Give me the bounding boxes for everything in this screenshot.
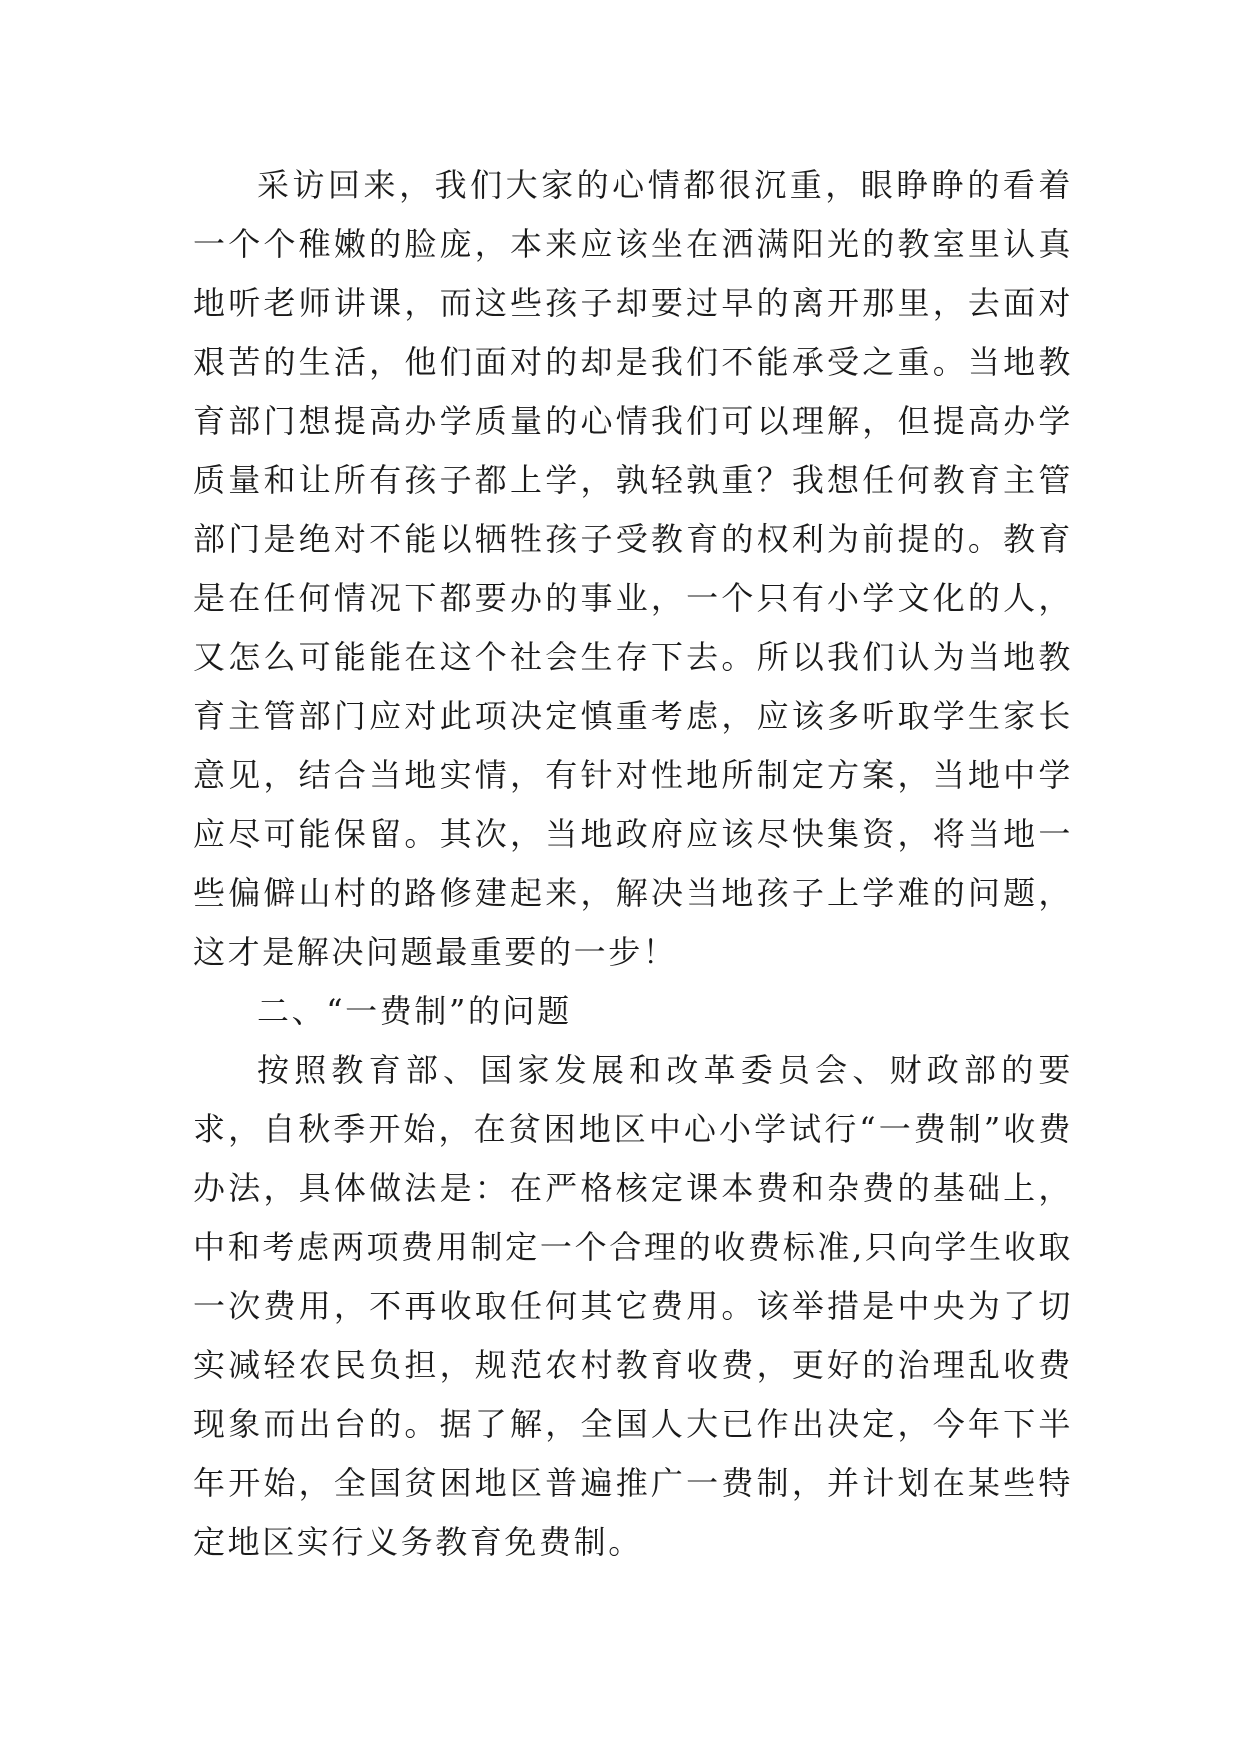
body-paragraph-1: 采访回来，我们大家的心情都很沉重，眼睁睁的看着一个个稚嫩的脸庞，本来应该坐在洒满阳光的教室里认真地听老师讲课，而这些孩子却要过早的离开那里，去面对艰苦的生活，他们面对的却是我们不能承受之重。当地教育部门想提高办学质量的心情我们可以理解，但提高办学质量和让所有孩子都上学，孰轻孰重？我想任何教育主管部门是绝对不能以牺牲孩子受教育的权利为前提的。教育是在任何情况下都要办的事业，一个只有小学文化的人，又怎么可能能在这个社会生存下去。所以我们认为当地教育主管部门应对此项决定慎重考虑，应该多听取学生家长意见，结合当地实情，有针对性地所制定方案，当地中学应尽可能保留。其次，当地政府应该尽快集资，将当地一些偏僻山村的路修建起来，解决当地孩子上学难的问题，这才是解决问题最重要的一步！ [193, 166, 1073, 971]
body-paragraph-2: 按照教育部、国家发展和改革委员会、财政部的要求，自秋季开始，在贫困地区中心小学试行“一费制”收费办法，具体做法是：在严格核定课本费和杂费的基础上，中和考虑两项费用制定一个合理的收费标准,只向学生收取一次费用，不再收取任何其它费用。该举措是中央为了切实减轻农民负担，规范农村教育收费，更好的治理乱收费现象而出台的。据了解，全国人大已作出决定，今年下半年开始，全国贫困地区普遍推广一费制，并计划在某些特定地区实行义务教育免费制。 [193, 1051, 1073, 1561]
document-body [193, 156, 1073, 1572]
section-heading: 二、“一费制”的问题 [257, 992, 572, 1030]
